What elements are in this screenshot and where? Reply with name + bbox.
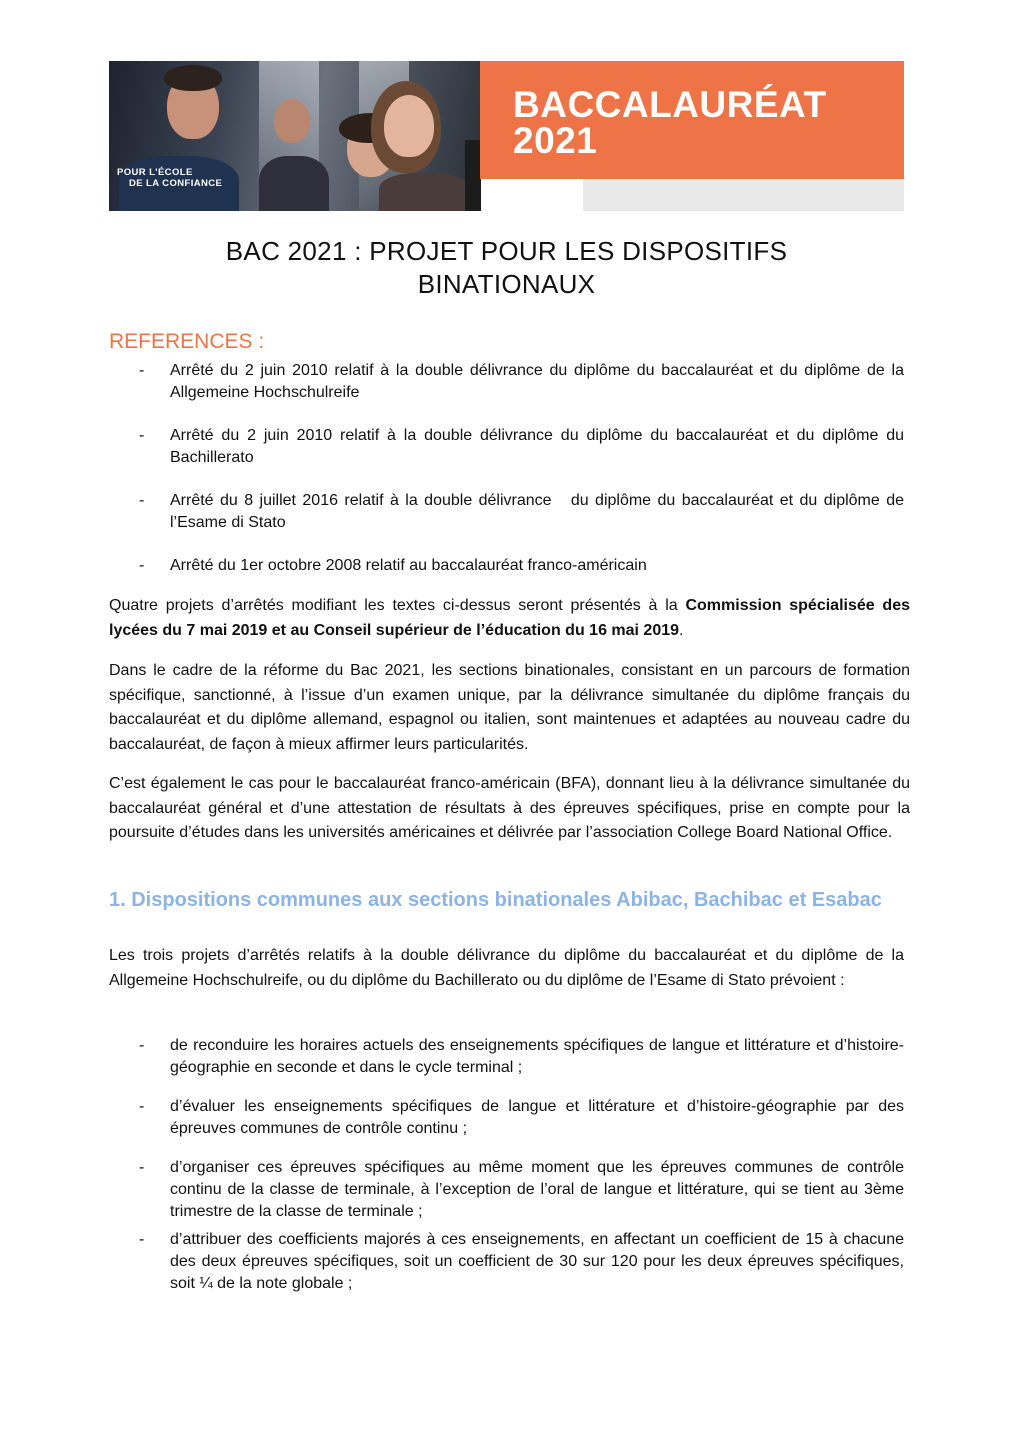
banner-title xyxy=(513,84,827,161)
list-item xyxy=(109,1157,904,1223)
paragraph-text: Quatre projets d’arrêtés modifiant les textes ci-dessus seront présentés à la xyxy=(109,597,686,614)
photo-caption xyxy=(117,167,222,189)
photo-caption-line: POUR L'ÉCOLE xyxy=(117,167,193,178)
header-banner xyxy=(109,61,904,211)
references-heading: REFERENCES : xyxy=(109,330,265,353)
paragraph-reforme: Dans le cadre de la réforme du Bac 2021, les sections binationales, consistant en un parcours de formation spécifique, sanctionné, à l’issue d’un examen unique, par la délivrance simultanée du diplôme français du baccalauréat et du diplôme allemand, espagnol ou italien, sont maintenues et adaptées au nouveau cadre du baccalauréat, de façon à mieux affirmer leurs particularités. xyxy=(109,662,910,753)
list-item-text: Arrêté du 1er octobre 2008 relatif au baccalauréat franco-américain xyxy=(170,557,647,574)
banner-title-year: 2021 xyxy=(513,120,598,161)
list-item-text: Arrêté du 2 juin 2010 relatif à la double délivrance du diplôme du baccalauréat et du diplôme de la Allgemeine Hochschulreife xyxy=(170,362,904,401)
photo-caption-line: DE LA CONFIANCE xyxy=(129,178,223,189)
list-item-text: Arrêté du 2 juin 2010 relatif à la double délivrance du diplôme du baccalauréat et du diplôme du Bachillerato xyxy=(170,427,904,466)
section-list xyxy=(109,1035,904,1295)
photo-figure xyxy=(379,173,469,211)
list-dash: - xyxy=(139,492,145,509)
list-item xyxy=(109,1229,904,1295)
document-title xyxy=(109,235,904,301)
list-dash: - xyxy=(139,1159,145,1176)
list-item-text: de reconduire les horaires actuels des enseignements spécifiques de langue et littérature et d’histoire-géographie en seconde et dans le cycle terminal ; xyxy=(170,1037,904,1076)
list-item-text: d’attribuer des coefficients majorés à ces enseignements, en affectant un coefficient de 15 à chacune des deux épreuves spécifiques, soit un coefficient de 30 sur 120 pour les deux épreuves spécifiques, soit ¼ de la note globale ; xyxy=(170,1231,904,1292)
photo-figure xyxy=(164,65,222,91)
banner-title-line: BACCALAURÉAT xyxy=(513,84,827,125)
list-dash: - xyxy=(139,557,145,574)
paragraph-commission xyxy=(109,594,910,643)
document-title-line: BAC 2021 : PROJET POUR LES DISPOSITIFS xyxy=(225,236,788,266)
list-item xyxy=(109,425,904,469)
photo-figure xyxy=(384,95,434,157)
list-item xyxy=(109,360,904,404)
list-dash: - xyxy=(139,1231,145,1248)
list-dash: - xyxy=(139,1037,145,1054)
list-dash: - xyxy=(139,427,145,444)
references-list xyxy=(109,360,909,577)
list-item xyxy=(109,555,904,577)
photo-figure xyxy=(259,156,329,211)
list-item-text: d’organiser ces épreuves spécifiques au même moment que les épreuves communes de contrôle continu de la classe de terminale, à l’exception de l’oral de langue et littérature, qui se tient au 3ème trimestre de la classe de terminale ; xyxy=(170,1159,904,1220)
paragraph-bfa: C’est également le cas pour le baccalauréat franco-américain (BFA), donnant lieu à la délivrance simultanée du baccalauréat général et d’une attestation de résultats à des épreuves spécifiques, prise en compte pour la poursuite d’études dans les universités américaines et délivrée par l’association College Board National Office. xyxy=(109,775,910,841)
list-item-text: Arrêté du 8 juillet 2016 relatif à la double délivrance du diplôme du baccalauréat et du diplôme de l’Esame di Stato xyxy=(170,492,909,531)
list-item xyxy=(109,1035,904,1079)
list-dash: - xyxy=(139,362,145,379)
list-item xyxy=(109,1096,904,1140)
paragraph-text: . xyxy=(679,621,684,639)
list-item xyxy=(109,490,909,534)
paragraph-bold-text: Commission spécialisée des lycées du 7 mai 2019 et au Conseil supérieur de l’éducation du 16 mai 2019 xyxy=(109,597,911,639)
section-heading: 1. Dispositions communes aux sections binationales Abibac, Bachibac et Esabac xyxy=(109,889,882,911)
section-intro: Les trois projets d’arrêtés relatifs à la double délivrance du diplôme du baccalauréat et du diplôme de la Allgemeine Hochschulreife, ou du diplôme du Bachillerato ou du diplôme de l’Esame di Stato prévoient : xyxy=(109,947,904,989)
students-photo xyxy=(109,61,480,211)
photo-figure xyxy=(274,99,310,143)
list-item-text: d’évaluer les enseignements spécifiques de langue et littérature et d’histoire-géographie par des épreuves communes de contrôle continu ; xyxy=(170,1098,904,1137)
document-title-line: BINATIONAUX xyxy=(417,269,596,299)
list-dash: - xyxy=(139,1098,145,1115)
